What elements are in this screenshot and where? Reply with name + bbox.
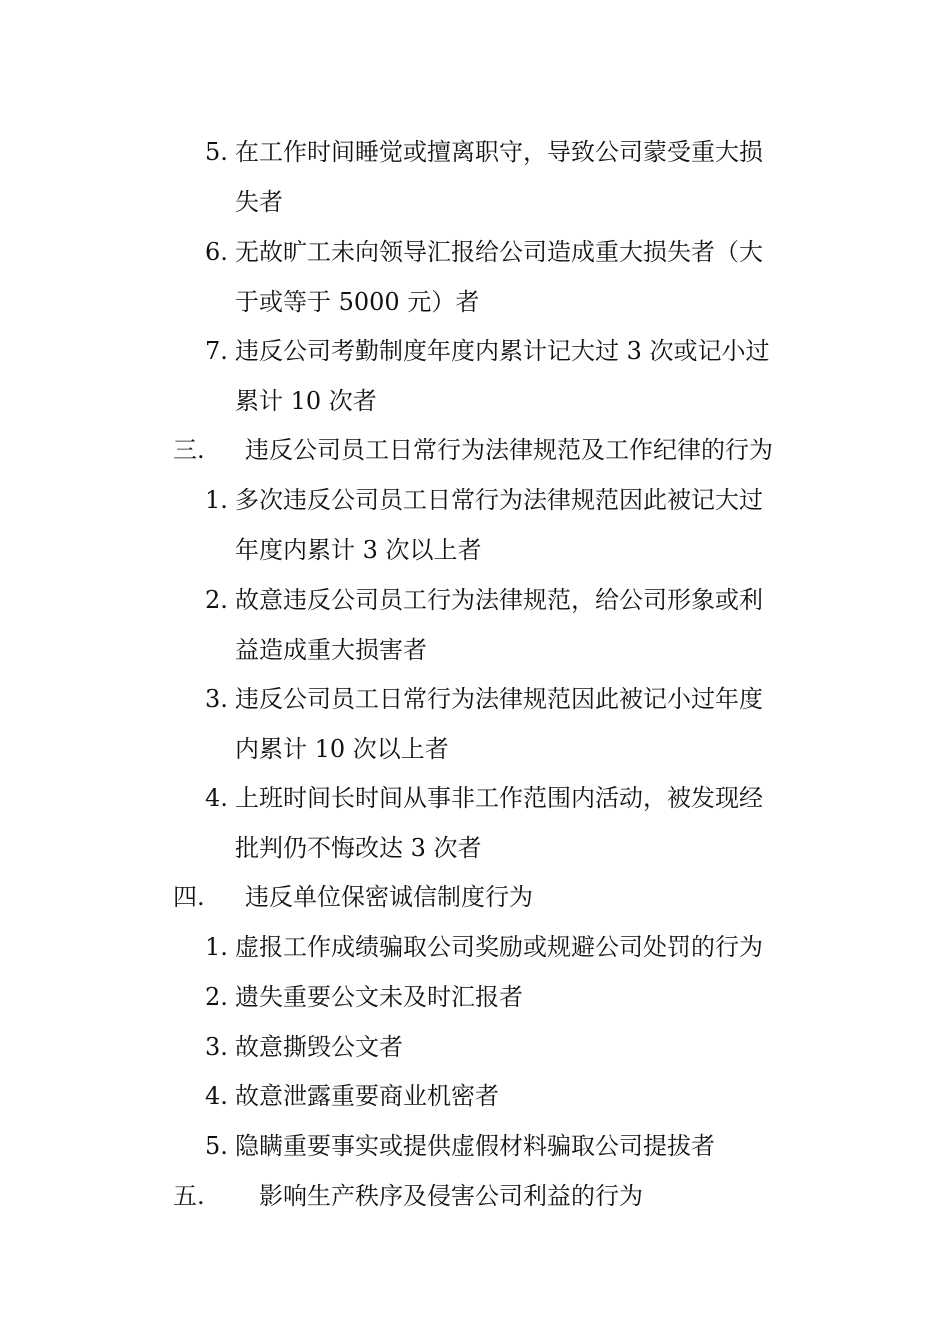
item-text-line1: 在工作时间睡觉或擅离职守，导致公司蒙受重大损 [235, 138, 763, 166]
list-item [205, 475, 825, 575]
section-title: 影响生产秩序及侵害公司利益的行为 [259, 1182, 643, 1210]
item-number: 2. [205, 983, 228, 1011]
item-text-line1: 故意撕毁公文者 [235, 1033, 403, 1061]
list-item [205, 326, 825, 426]
item-text-line2: 失者 [235, 188, 283, 216]
item-number: 2. [205, 586, 228, 614]
list-item [205, 227, 825, 327]
item-number: 3. [205, 1033, 228, 1061]
item-number: 4. [205, 784, 228, 812]
item-number: 1. [205, 486, 228, 514]
section-title: 违反公司员工日常行为法律规范及工作纪律的行为 [245, 436, 773, 464]
item-text-line1: 故意泄露重要商业机密者 [235, 1082, 499, 1110]
list-item [205, 1071, 825, 1121]
item-text-line1: 违反公司考勤制度年度内累计记大过 3 次或记小过 [235, 337, 770, 365]
item-number: 6. [205, 238, 228, 266]
item-number: 4. [205, 1082, 228, 1110]
item-text-line1: 遗失重要公文未及时汇报者 [235, 983, 523, 1011]
item-text-line2: 累计 10 次者 [235, 387, 377, 415]
item-text-line1: 违反公司员工日常行为法律规范因此被记小过年度 [235, 685, 763, 713]
item-text-line2: 于或等于 5000 元）者 [235, 288, 480, 316]
list-item [205, 972, 825, 1022]
item-text-line1: 虚报工作成绩骗取公司奖励或规避公司处罚的行为 [235, 933, 763, 961]
item-text-line1: 隐瞒重要事实或提供虚假材料骗取公司提拔者 [235, 1132, 715, 1160]
section-heading [173, 1171, 643, 1221]
section-heading [173, 872, 533, 922]
list-item [205, 575, 825, 675]
item-number: 5. [205, 1132, 228, 1160]
list-item [205, 922, 825, 972]
section-number: 四. [173, 883, 205, 911]
item-text-line2: 批判仍不悔改达 3 次者 [235, 834, 482, 862]
list-item [205, 773, 825, 873]
section-number: 三. [173, 436, 205, 464]
item-text-line2: 益造成重大损害者 [235, 636, 427, 664]
list-item [205, 127, 825, 227]
section-heading [173, 425, 773, 475]
list-item [205, 1121, 825, 1171]
item-text-line2: 年度内累计 3 次以上者 [235, 536, 482, 564]
item-number: 1. [205, 933, 228, 961]
item-text-line1: 故意违反公司员工行为法律规范，给公司形象或利 [235, 586, 763, 614]
item-number: 7. [205, 337, 228, 365]
section-number: 五. [173, 1182, 205, 1210]
item-number: 5. [205, 138, 228, 166]
section-title: 违反单位保密诚信制度行为 [245, 883, 533, 911]
list-item [205, 1022, 825, 1072]
item-text-line1: 上班时间长时间从事非工作范围内活动，被发现经 [235, 784, 763, 812]
item-text-line2: 内累计 10 次以上者 [235, 735, 449, 763]
item-text-line1: 多次违反公司员工日常行为法律规范因此被记大过 [235, 486, 763, 514]
list-item [205, 674, 825, 774]
item-number: 3. [205, 685, 228, 713]
item-text-line1: 无故旷工未向领导汇报给公司造成重大损失者（大 [235, 238, 763, 266]
